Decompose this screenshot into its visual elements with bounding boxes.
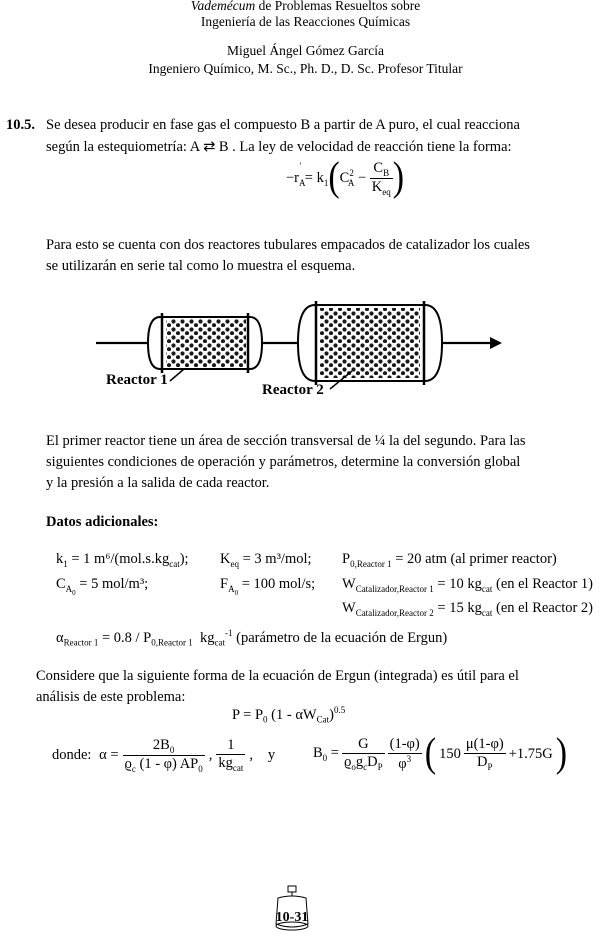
reactor-1 (148, 313, 262, 373)
header-author: Miguel Ángel Gómez García (226, 43, 385, 58)
ergun-line-1: Considere que la siguiente forma de la ecuación de Ergun (integrada) es útil para el (36, 668, 519, 684)
datum-w2: $W_{Catalizador,Reactor 2} = 15$ $kg_{cat}$ (en el Reactor 2) (342, 600, 594, 618)
datum-ca0: $C_{A_0} = 5$ mol/m³; (56, 576, 149, 597)
datum-alpha: $\alpha_{Reactor 1} = 0.8 / P_{0,Reactor 1}$ $kg_{cat}^{-1}$ (parámetro de la ecuación de Ergun) (56, 628, 448, 648)
header-subject: Ingeniería de las Reacciones Químicas (200, 14, 411, 29)
ergun-equation: $P = P_0$ $(1 - \alpha W_{Cat})^{0.5}$ (232, 705, 346, 725)
outlet-arrow-icon (490, 337, 502, 349)
datum-fa0: $F_{A_0} = 100$ mol/s; (220, 576, 316, 597)
problem-number: 10.5. (6, 117, 35, 133)
datum-p0: $P_{0,Reactor 1} = 20$ atm (al primer reactor) (342, 551, 557, 569)
para2-line-2: se utilizarán en serie tal como lo muestra el esquema. (46, 258, 356, 274)
datum-w1: $W_{Catalizador,Reactor 1} = 10$ $kg_{cat}$ (en el Reactor 1) (342, 576, 594, 594)
intro-line-1: Se desea producir en fase gas el compuesto B a partir de A puro, el cual reacciona (46, 117, 520, 133)
intro-line-2: según la estequiometría: A ⇄ B . La ley de velocidad de reacción tiene la forma: (46, 139, 512, 155)
header-book-title: Vademécum de Problemas Resueltos sobre (190, 0, 421, 13)
datum-keq: $K_{eq} = 3$ m³/mol; (220, 551, 312, 569)
header-credentials: Ingeniero Químico, M. Sc., Ph. D., D. Sc. Profesor Titular (148, 61, 463, 76)
datos-title: Datos adicionales: (46, 514, 159, 530)
b0-definition: $B_0$ = $\frac{G}{ϱ_og_cD_P}$ $\frac{(1-\varphi)}{\varphi^3}$ ( 150 $\frac{\mu(1-\varphi)}{D_P}$ +1.75G ) (313, 731, 568, 776)
para2-line-1: Para esto se cuenta con dos reactores tubulares empacados de catalizador los cuales (46, 237, 530, 253)
rate-equation: $-r_A' = k_1(C^2_A$ − $\frac{C_B}{K_{eq}}$ ) (286, 155, 405, 200)
page-badge-icon (268, 884, 316, 934)
para3-line-2: siguientes condiciones de operación y parámetros, determine la conversión global (46, 454, 521, 470)
alpha-definition: donde: α = $\frac{2B_0}{ϱ_c (1 - \varphi) AP_0}$ , $\frac{1}{kg_{cat}}$ , y (52, 736, 276, 774)
para3-line-3: y la presión a la salida de cada reactor. (46, 475, 270, 491)
para3-line-1: El primer reactor tiene un área de sección transversal de ¼ la del segundo. Para las (46, 433, 526, 449)
reactor-2 (298, 301, 442, 385)
datum-k1: $k_1 = 1$ $m^6/(mol.s.kg_{cat})$; (56, 551, 189, 569)
reactor-2-label: Reactor 2 (262, 382, 324, 398)
reversible-arrow-icon: ⇄ (203, 139, 216, 155)
ergun-line-2: análisis de este problema: (36, 689, 186, 705)
reactor-1-label: Reactor 1 (106, 372, 168, 388)
page-number: 10-31 (275, 910, 309, 925)
